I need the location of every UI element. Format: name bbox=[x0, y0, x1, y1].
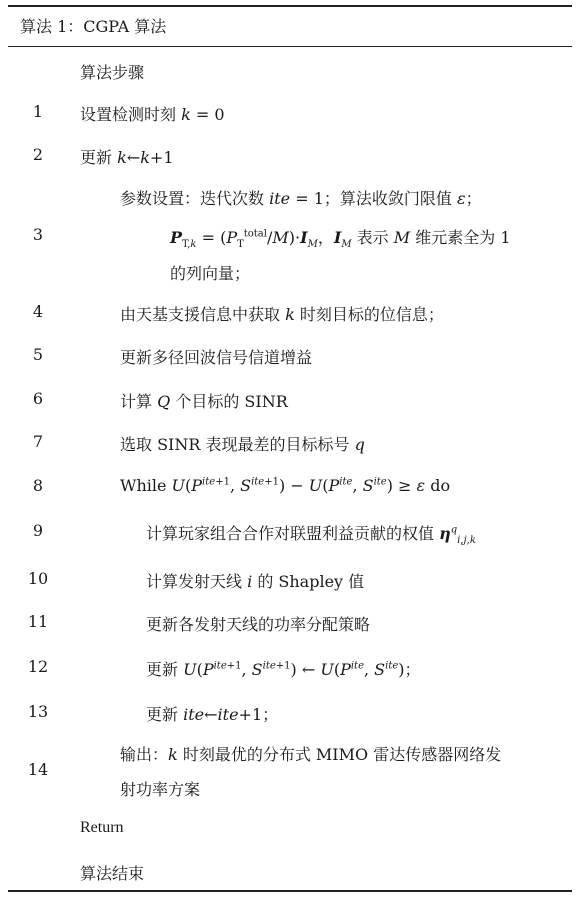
header-rule bbox=[8, 46, 572, 47]
step-10-text: 计算发射天线 i 的 Shapley 值 bbox=[146, 572, 365, 591]
step-11-text: 更新各发射天线的功率分配策略 bbox=[146, 615, 371, 634]
step-number-7: 7 bbox=[32, 432, 44, 451]
step-2-text: 更新 k←k+1 bbox=[80, 148, 174, 167]
step-number-14: 14 bbox=[27, 760, 49, 779]
step-6-text: 计算 Q 个目标的 SINR bbox=[120, 392, 288, 411]
algorithm-end: 算法结束 bbox=[80, 864, 145, 883]
step-number-2: 2 bbox=[32, 145, 44, 164]
algorithm-title: 算法 1：CGPA 算法 bbox=[20, 17, 167, 36]
step-number-9: 9 bbox=[32, 521, 44, 540]
step-7-text: 选取 SINR 表现最差的目标标号 q bbox=[120, 435, 365, 454]
step-5-text: 更新多径回波信号信道增益 bbox=[120, 348, 313, 367]
bottom-rule bbox=[8, 890, 572, 892]
return-keyword: Return bbox=[80, 819, 124, 836]
step-8-text: While $U(P^{ite+1}$, $S^{ite+1}) - U(P^{ite}$, $S^{ite}) \ge \varepsilon$ do bbox=[120, 476, 451, 495]
step-14-line-1: 输出：k 时刻最优的分布式 MIMO 雷达传感器网络发 bbox=[120, 745, 502, 764]
step-3-line-1: 参数设置：迭代次数 ite = 1；算法收敛门限值 ε； bbox=[120, 189, 482, 208]
step-number-6: 6 bbox=[32, 389, 44, 408]
step-13-text: 更新 ite←ite+1； bbox=[146, 705, 279, 724]
step-number-11: 11 bbox=[27, 612, 49, 631]
step-4-text: 由天基支援信息中获取 k 时刻目标的位信息； bbox=[120, 305, 444, 324]
step-number-5: 5 bbox=[32, 345, 44, 364]
step-14-line-2: 射功率方案 bbox=[120, 780, 201, 799]
step-3-line-2: $P_{T,k} = (P_T^{total}/M)\cdot I_M$，$I_M$ 表示 M 维元素全为 1 bbox=[170, 228, 511, 251]
step-1-text: 设置检测时刻 k = 0 bbox=[80, 105, 225, 124]
step-number-10: 10 bbox=[27, 569, 49, 588]
step-number-13: 13 bbox=[27, 702, 49, 721]
step-number-12: 12 bbox=[27, 657, 49, 676]
steps-heading: 算法步骤 bbox=[80, 63, 145, 82]
step-12-text: 更新 $U(P^{ite+1}$, $S^{ite+1}$) ← $U(P^{ite}$, $S^{ite}$)； bbox=[146, 660, 421, 679]
step-9-text: 计算玩家组合合作对联盟利益贡献的权值 $\eta^q_{i,j,k}$ bbox=[146, 524, 476, 547]
step-3-line-3: 的列向量； bbox=[170, 264, 251, 283]
step-number-1: 1 bbox=[32, 102, 44, 121]
step-number-4: 4 bbox=[32, 302, 44, 321]
top-rule bbox=[8, 5, 572, 7]
step-number-8: 8 bbox=[32, 476, 44, 495]
step-number-3: 3 bbox=[32, 225, 44, 244]
